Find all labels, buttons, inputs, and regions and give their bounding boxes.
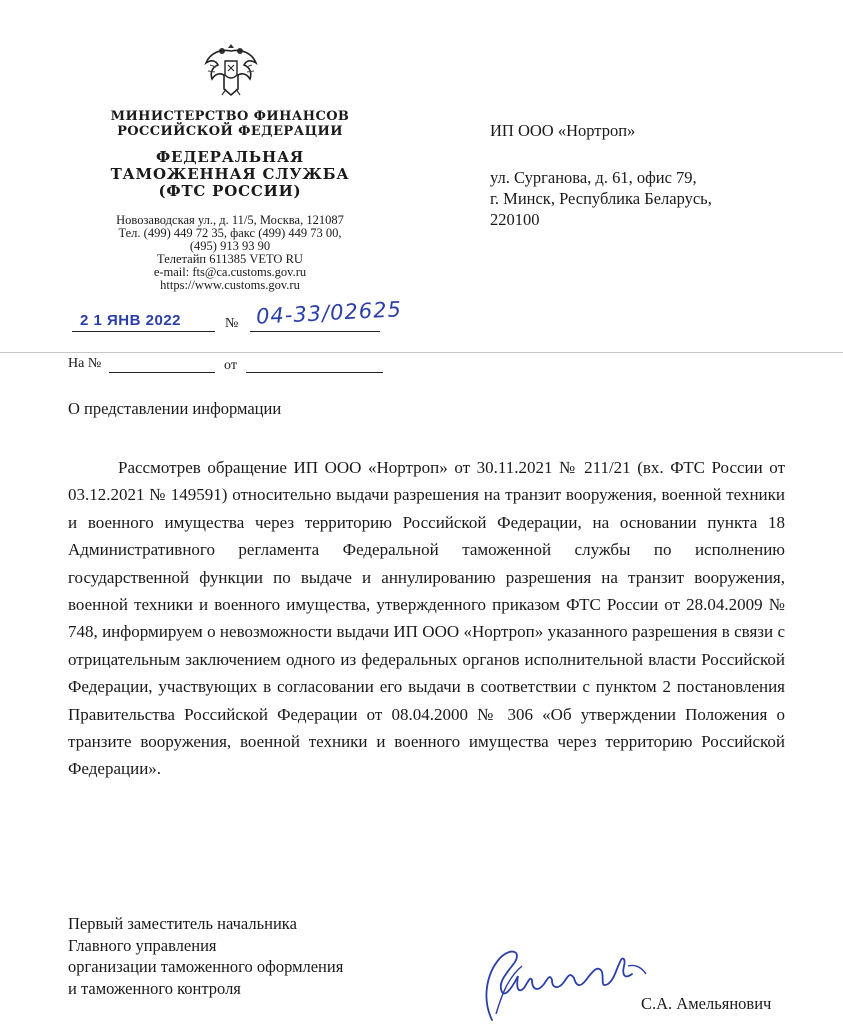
date-underline xyxy=(72,331,215,332)
reference-number-blank xyxy=(109,372,215,373)
signatory-title-line-1: Первый заместитель начальника xyxy=(68,914,297,933)
recipient-address xyxy=(490,167,810,230)
sender-address: Новозаводская ул., д. 11/5, Москва, 121087 xyxy=(116,213,344,227)
recipient-postcode: 220100 xyxy=(490,210,540,229)
number-underline xyxy=(250,331,380,332)
registration-number-handwritten: 04-33/02625 xyxy=(255,297,403,329)
registration-date-stamp: 2 1 ЯНВ 2022 xyxy=(80,312,182,329)
reference-number-label: На № xyxy=(68,356,102,371)
recipient-address-line-1: ул. Сурганова, д. 61, офис 79, xyxy=(490,168,697,187)
service-line-1: ФЕДЕРАЛЬНАЯ xyxy=(156,148,304,166)
letter-subject: О представлении информации xyxy=(68,399,282,418)
sender-phone: Тел. (499) 449 72 35, факс (499) 449 73 00, xyxy=(118,226,342,240)
header-divider xyxy=(0,352,843,353)
ministry-line-1: МИНИСТЕРСТВО ФИНАНСОВ xyxy=(110,109,350,124)
service-name xyxy=(70,149,390,200)
signatory-title-line-2: Главного управления xyxy=(68,935,217,955)
signatory-title-line-4: и таможенного контроля xyxy=(68,978,241,998)
signatory-title xyxy=(68,913,343,999)
service-line-3: (ФТС РОССИИ) xyxy=(158,182,302,200)
ministry-name xyxy=(70,109,390,139)
service-line-2: ТАМОЖЕННАЯ СЛУЖБА xyxy=(110,165,350,183)
sender-email: e-mail: fts@ca.customs.gov.ru xyxy=(153,265,307,279)
sender-teletype: Телетайп 611385 VETO RU xyxy=(157,252,303,266)
number-label: № xyxy=(225,316,239,331)
reference-date-blank xyxy=(246,372,383,373)
sender-phone-2: (495) 913 93 90 xyxy=(189,239,271,253)
sender-contacts xyxy=(70,214,390,292)
sender-website: https://www.customs.gov.ru xyxy=(160,278,300,292)
letter-body: Рассмотрев обращение ИП ООО «Нортроп» от 30.11.2021 № 211/21 (вх. ФТС России от 03.12.2021 № 149591) относительно выдачи разрешения на транзит вооружения, военной техники и военного имущества через территорию Российской Федерации, на основании пункта 18 Административного регламента Федеральной таможенной службы по исполнению государственной функции по выдаче и аннулированию разрешения на транзит вооружения, военной техники и военного имущества, утвержденного приказом ФТС России от 28.04.2009 № 748, информируем о невозможности выдачи ИП ООО «Нортроп» указанного разрешения в связи с отрицательным заключением одного из федеральных органов исполнительной власти Российской Федерации, участвующих в согласовании его выдачи в соответствии с пунктом 2 постановления Правительства Российской Федерации от 08.04.2000 № 306 «Об утверждении Положения о транзите вооружения, военной техники и военного имущества через территорию Российской Федерации». xyxy=(68,458,785,779)
coat-of-arms-eagle-icon xyxy=(202,39,260,99)
recipient-name: ИП ООО «Нортроп» xyxy=(490,121,636,140)
handwritten-signature xyxy=(452,944,652,1022)
signatory-title-line-3: организации таможенного оформления xyxy=(68,957,344,976)
recipient-address-line-2: г. Минск, Республика Беларусь, xyxy=(490,189,712,208)
signatory-name: С.А. Амельянович xyxy=(641,994,772,1013)
reference-date-label: от xyxy=(224,358,237,373)
ministry-line-2: РОССИЙСКОЙ ФЕДЕРАЦИИ xyxy=(117,124,343,139)
